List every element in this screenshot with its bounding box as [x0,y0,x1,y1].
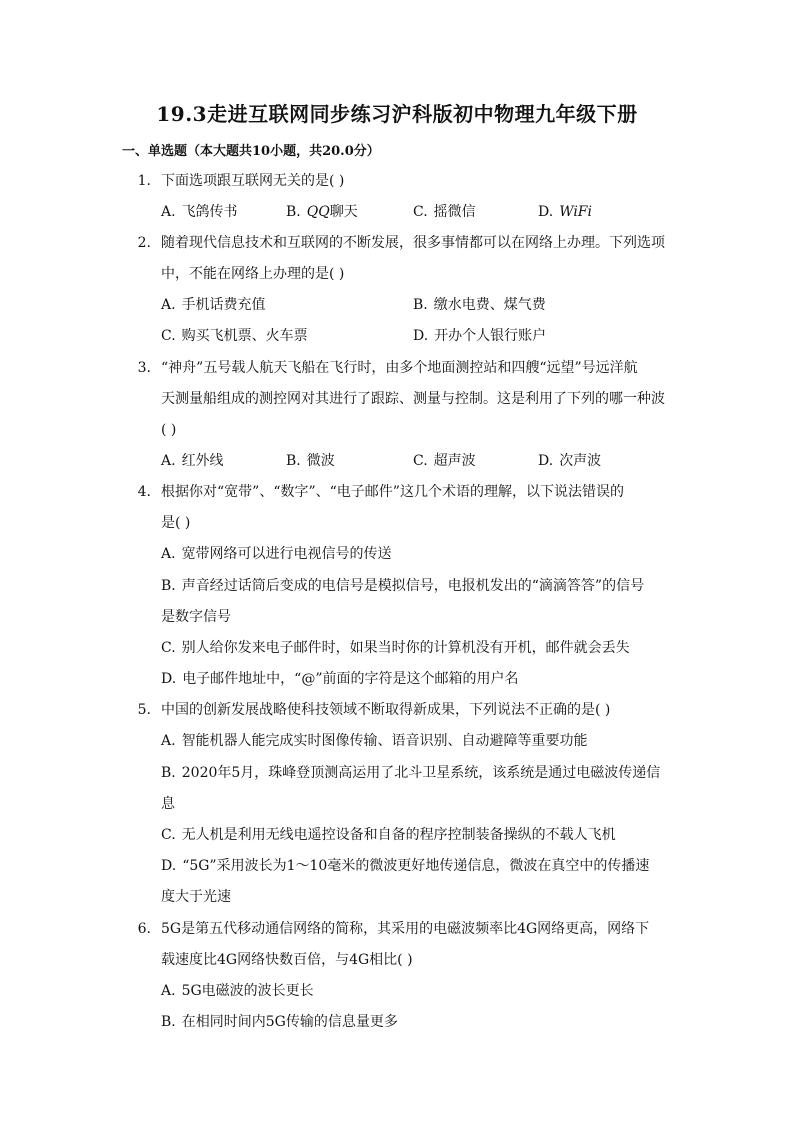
question-text: 是( ) [161,515,191,531]
option-c: C. 购买飞机票、火车票 [161,328,308,344]
option-b: B. 缴水电费、煤气费 [413,297,546,313]
option-b: B. QQ聊天 [286,204,358,220]
option-a: A. 手机话费充值 [161,297,266,313]
question-number: 5. [137,702,151,718]
question-number: 3. [137,360,151,376]
option-a: A. 智能机器人能完成实时图像传输、语音识别、自动避障等重要功能 [161,733,588,749]
question-text: ( ) [161,422,177,438]
question-text: 根据你对“宽带”、“数字”、“电子邮件”这几个术语的理解，以下说法错误的 [161,484,624,500]
question-number: 4. [137,484,151,500]
option-a: A. 5G电磁波的波长更长 [161,983,314,999]
question-number: 6. [137,921,151,937]
section-heading: 一、单选题（本大题共10小题，共20.0分） [122,144,380,159]
question-number: 2. [137,235,151,251]
option-d: D. “5G”采用波长为1～10毫米的微波更好地传递信息，微波在真空中的传播速 [161,858,650,874]
option-a: A. 红外线 [161,453,224,469]
option-a: A. 宽带网络可以进行电视信号的传送 [161,546,392,562]
option-d: D. 电子邮件地址中，“@”前面的字符是这个邮箱的用户名 [161,671,519,687]
option-d: D. 开办个人银行账户 [413,328,547,344]
page-title: 19.3走进互联网同步练习沪科版初中物理九年级下册 [156,102,638,126]
option-b-continued: 是数字信号 [161,609,231,625]
option-d-continued: 度大于光速 [161,889,231,905]
question-text: “神舟”五号载人航天飞船在飞行时，由多个地面测控站和四艘“远望”号远洋航 [161,360,638,376]
option-d: D. 次声波 [538,453,602,469]
question-number: 1. [137,173,151,189]
option-c: C. 无人机是利用无线电遥控设备和自备的程序控制装备操纵的不载人飞机 [161,827,616,843]
question-text: 天测量船组成的测控网对其进行了跟踪、测量与控制。这是利用了下列的哪一种波 [161,391,665,407]
option-d: D. WiFi [538,204,592,220]
question-text: 随着现代信息技术和互联网的不断发展，很多事情都可以在网络上办理。下列选项 [161,235,665,251]
option-c: C. 别人给你发来电子邮件时，如果当时你的计算机没有开机，邮件就会丢失 [161,640,630,656]
option-b: B. 在相同时间内5G传输的信息量更多 [161,1014,398,1030]
question-text: 下面选项跟互联网无关的是( ) [161,173,345,189]
option-c: C. 超声波 [413,453,476,469]
question-text: 中国的创新发展战略使科技领域不断取得新成果，下列说法不正确的是( ) [161,702,611,718]
option-c: C. 摇微信 [413,204,476,220]
question-text: 中，不能在网络上办理的是( ) [161,266,345,282]
option-b-continued: 息 [161,796,175,812]
option-a: A. 飞鸽传书 [161,204,238,220]
option-b: B. 声音经过话筒后变成的电信号是模拟信号，电报机发出的“滴滴答答”的信号 [161,578,645,594]
question-text: 载速度比4G网络快数百倍，与4G相比( ) [161,952,413,968]
option-b: B. 微波 [286,453,335,469]
option-b: B. 2020年5月，珠峰登顶测高运用了北斗卫星系统，该系统是通过电磁波传递信 [161,765,661,781]
question-text: 5G是第五代移动通信网络的简称，其采用的电磁波频率比4G网络更高，网络下 [161,921,650,937]
